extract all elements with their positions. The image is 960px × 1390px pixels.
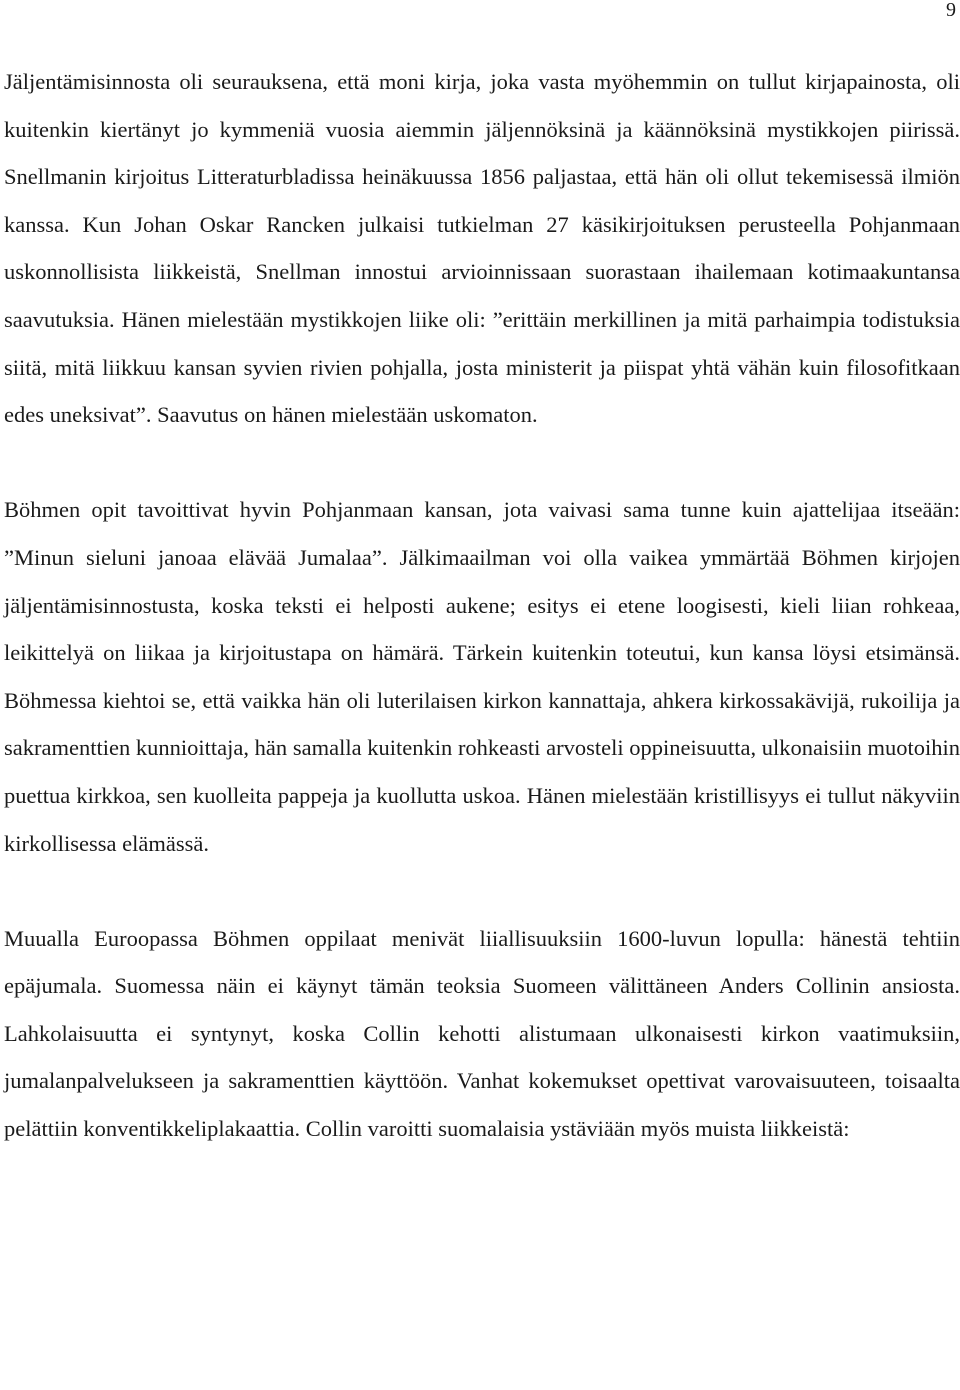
paragraph-3: Muualla Euroopassa Böhmen oppilaat menivät liiallisuuksiin 1600-luvun lopulla: hänestä tehtiin epäjumala. Suomessa näin ei käynyt tämän teoksia Suomeen välittäneen Anders Collinin ansiosta. Lahkolaisuutta ei syntynyt, koska Collin kehotti alistumaan ulkonaisesti kirkon vaatimuksiin, jumalanpalvelukseen ja sakramenttien käyttöön. Vanhat kokemukset opettivat varovaisuuteen, toisaalta pelättiin konventikkeliplakaattia. Collin varoitti suomalaisia ystäviään myös muista liikkeistä: (4, 925, 960, 1142)
paragraph-2: Böhmen opit tavoittivat hyvin Pohjanmaan kansan, jota vaivasi sama tunne kuin ajattelijaa itseään: ”Minun sieluni janoaa elävää Jumalaa”. Jälkimaailman voi olla vaikea ymmärtää Böhmen kirjojen jäljentämisinnostusta, koska teksti ei helposti aukene; esitys ei etene loogisesti, kieli liian rohkeaa, leikittelyä on liikaa ja kirjoitustapa on hämärä. Tärkein kuitenkin toteutui, kun kansa löysi etsimänsä. Böhmessa kiehtoi se, että vaikka hän oli luterilaisen kirkon kannattaja, ahkera kirkossakävijä, rukoilija ja sakramenttien kunnioittaja, hän samalla kuitenkin rohkeasti arvosteli oppineisuutta, ulkonaisiin muotoihin puettua kirkkoa, sen kuolleita pappeja ja kuollutta uskoa. Hänen mielestään kristillisyys ei tullut näkyviin kirkollisessa elämässä. (4, 497, 960, 856)
paragraph-1: Jäljentämisinnosta oli seurauksena, että moni kirja, joka vasta myöhemmin on tullut kirjapainosta, oli kuitenkin kiertänyt jo kymmeniä vuosia aiemmin jäljennöksinä ja käännöksinä mystikkojen piirissä. Snellmanin kirjoitus Litteraturbladissa heinäkuussa 1856 paljastaa, että hän oli ollut tekemisessä ilmiön kanssa. Kun Johan Oskar Rancken julkaisi tutkielman 27 käsikirjoituksen perusteella Pohjanmaan uskonnollisista liikkeistä, Snellman innostui arvioinnissaan suorastaan ihailemaan kotimaakuntansa saavutuksia. Hänen mielestään mystikkojen liike oli: ”erittäin merkillinen ja mitä parhaimpia todistuksia siitä, mitä liikkuu kansan syvien rivien pohjalla, josta ministerit ja piispat yhtä vähän kuin filosofitkaan edes uneksivat”. Saavutus on hänen mielestään uskomaton. (4, 69, 960, 428)
document-body (4, 58, 960, 1153)
page-number: 9 (946, 0, 956, 21)
